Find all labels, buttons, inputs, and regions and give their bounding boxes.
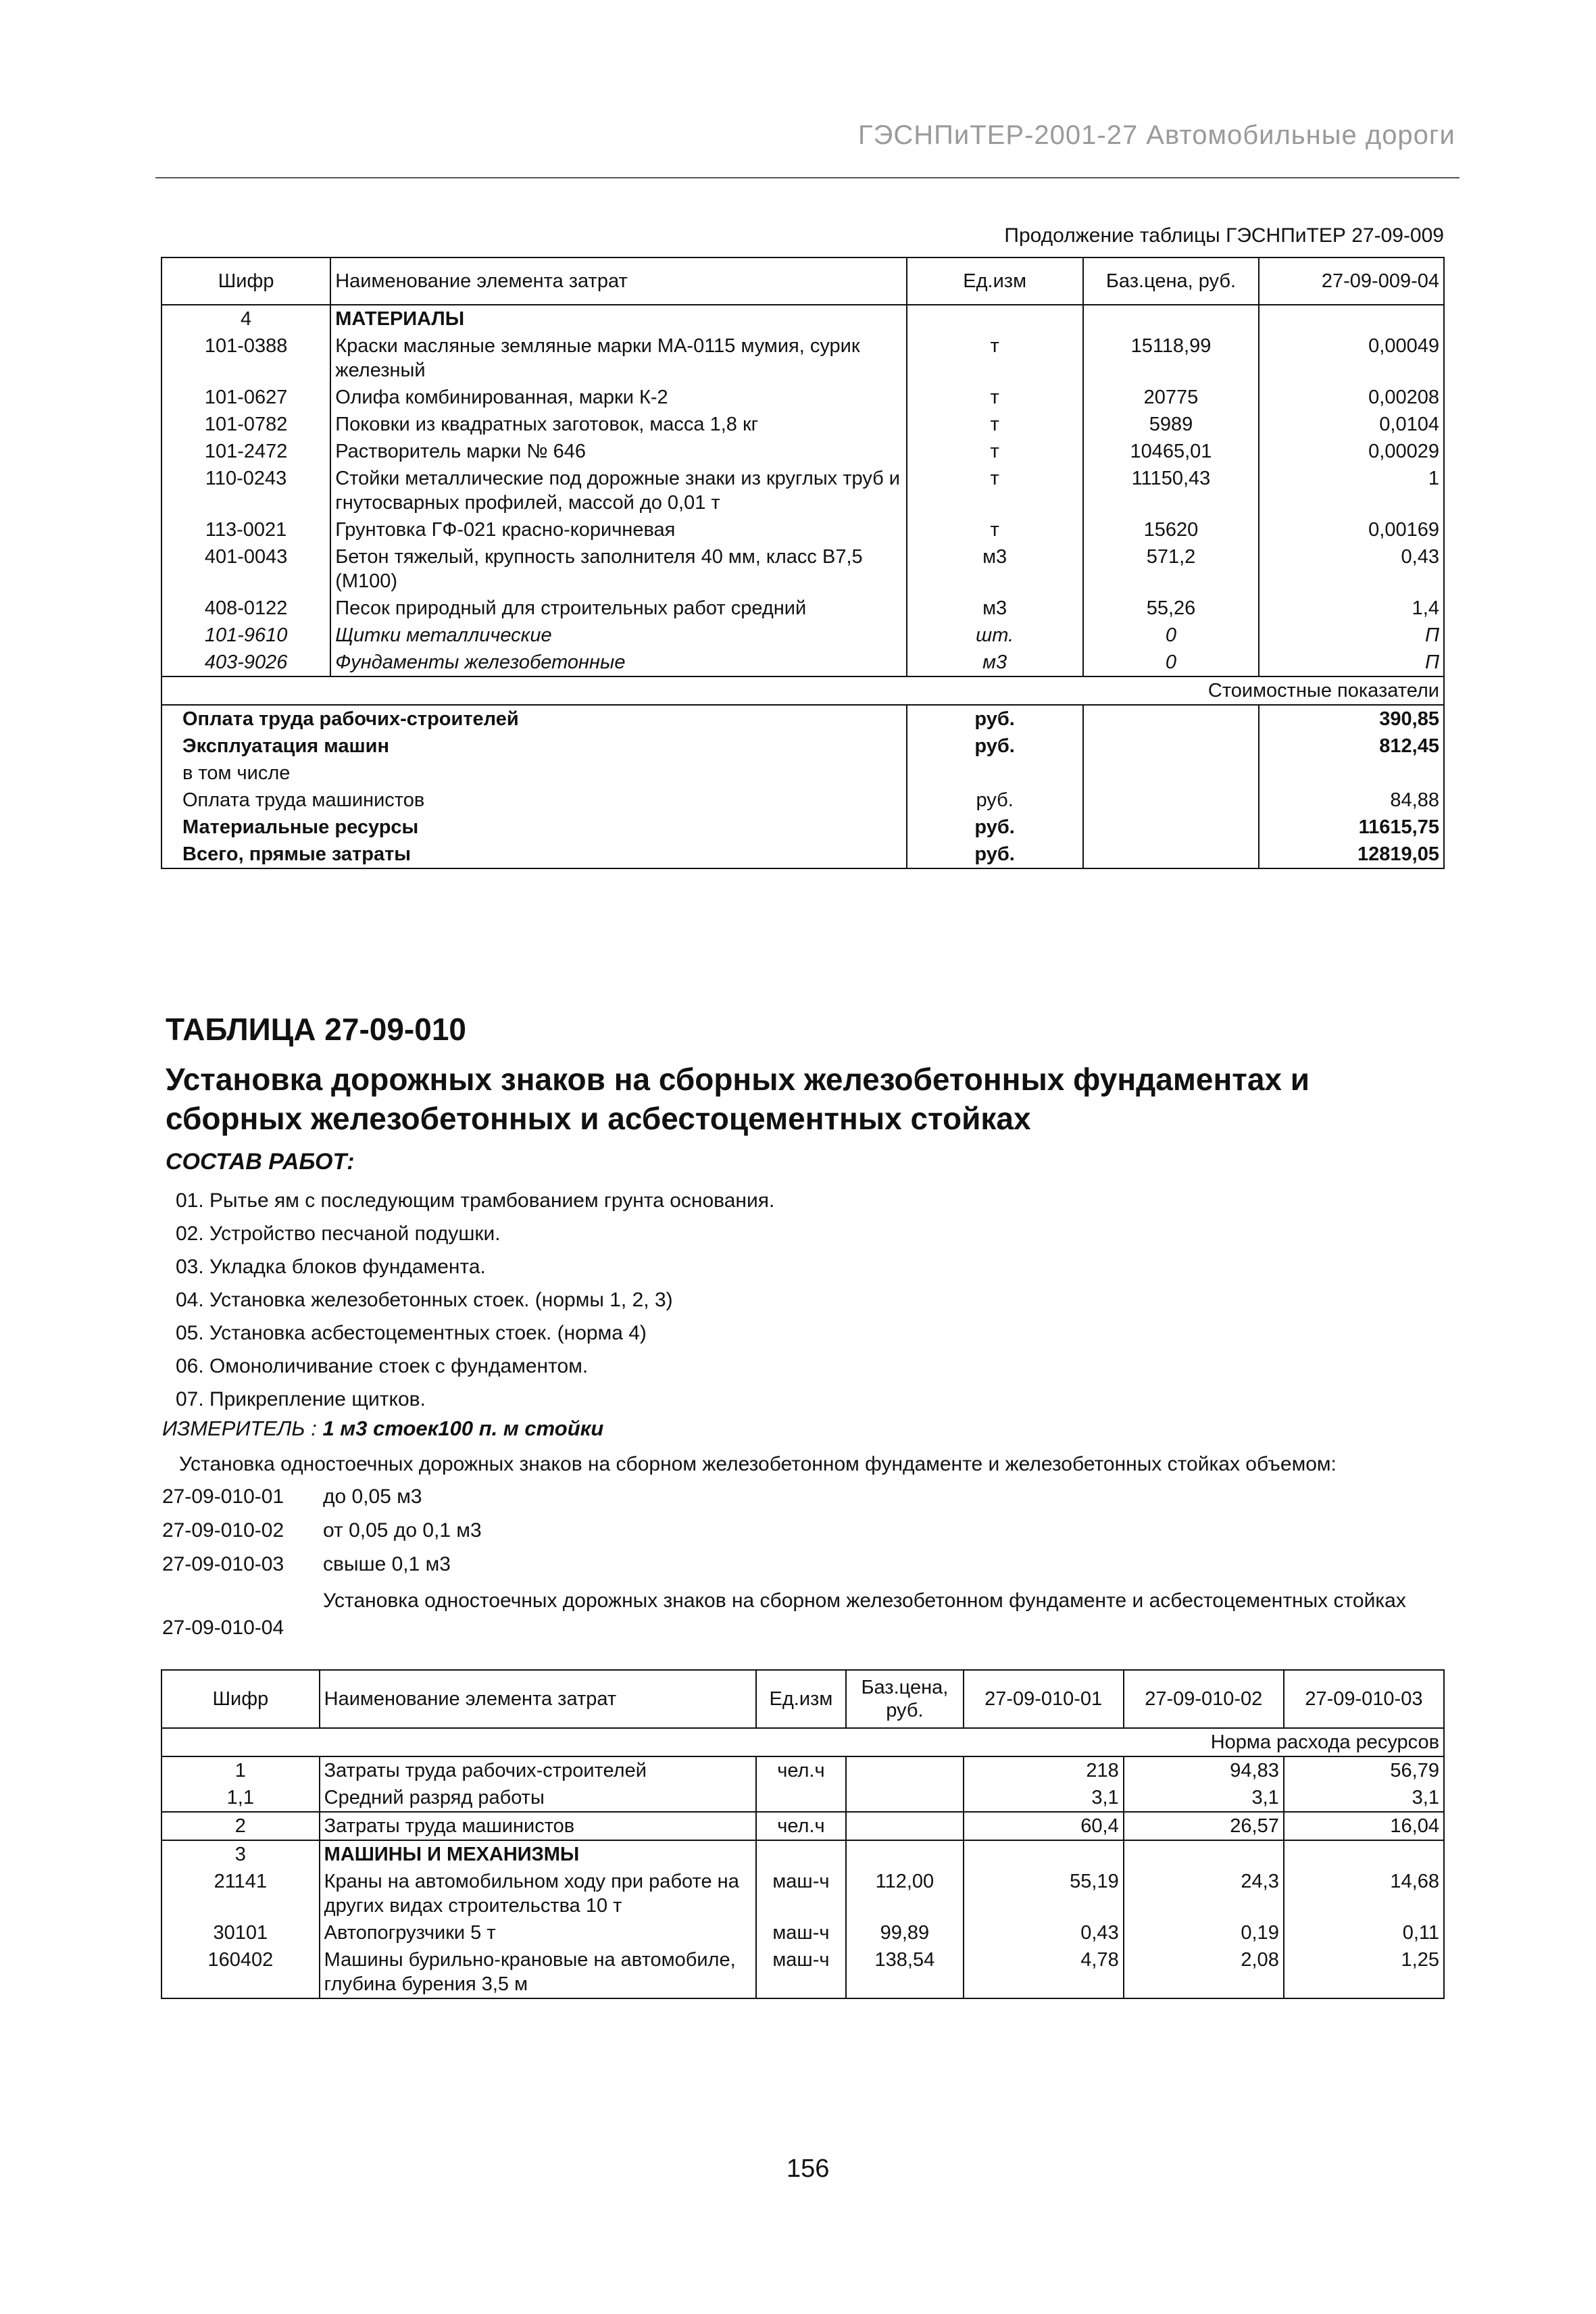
col-header-code: Шифр (161, 257, 330, 305)
cell-name: Краны на автомобильном ходу при работе на других видах строительства 10 т (320, 1868, 756, 1919)
cell-name: Растворитель марки № 646 (330, 438, 907, 465)
summary-row (161, 787, 1444, 814)
cost-header-row (161, 676, 1444, 705)
cell-value: 60,4 (964, 1812, 1124, 1840)
summary-value: 390,85 (1259, 705, 1444, 733)
cell-code: 101-0627 (161, 384, 330, 411)
col-header-norm: 27-09-009-04 (1259, 257, 1444, 305)
cell-price (846, 1840, 963, 1868)
list-item: 03. Укладка блоков фундамента. (176, 1256, 486, 1278)
cell-unit: т (907, 516, 1083, 543)
cell-code: 101-9610 (161, 622, 330, 649)
summary-name: Оплата труда машинистов (161, 787, 907, 814)
table-row (161, 1784, 1444, 1812)
cell-value: 55,19 (964, 1868, 1124, 1919)
cell-value (1124, 1840, 1284, 1868)
cell-value: 0,00029 (1259, 438, 1444, 465)
list-item: 06. Омоноличивание стоек с фундаментом. (176, 1355, 589, 1377)
cell-unit: т (907, 465, 1083, 516)
summary-unit: руб. (907, 841, 1083, 868)
cell-name: Краски масляные земляные марки МА-0115 мумия, сурик железный (330, 333, 907, 384)
col-header-norm-03: 27-09-010-03 (1284, 1670, 1444, 1728)
table-row (161, 649, 1444, 676)
summary-price (1083, 733, 1260, 760)
norm-desc: Установка одностоечных дорожных знаков на сборном железобетонном фундаменте и асбестоцементных стойках (323, 1590, 1406, 1612)
table-row (161, 1946, 1444, 1998)
cell-code: 403-9026 (161, 649, 330, 676)
norm-desc: свыше 0,1 м3 (323, 1553, 451, 1575)
cell-value: 0,43 (1259, 543, 1444, 595)
summary-unit: руб. (907, 733, 1083, 760)
meter-line (162, 1417, 603, 1441)
cell-value: 2,08 (1124, 1946, 1284, 1998)
cell-value: 16,04 (1284, 1812, 1444, 1840)
cell-name: Средний разряд работы (320, 1784, 756, 1812)
cell-price: 0 (1083, 649, 1260, 676)
cell-value (964, 1840, 1124, 1868)
materials-table (161, 257, 1445, 869)
cell-name: Машины бурильно-крановые на автомобиле, глубина бурения 3,5 м (320, 1946, 756, 1998)
cell-unit: чел.ч (756, 1756, 847, 1784)
section-subtitle: Установка дорожных знаков на сборных железобетонных фундаментах и сборных железобетонных и асбестоцементных стойках (166, 1062, 1310, 1136)
cell-price (846, 1756, 963, 1784)
cell-code: 113-0021 (161, 516, 330, 543)
table-row (161, 516, 1444, 543)
norms-intro: Установка одностоечных дорожных знаков на сборном железобетонном фундаменте и железобетонных стойках объемом: (179, 1453, 1337, 1475)
cell-value: 3,1 (964, 1784, 1124, 1812)
cell-code: 401-0043 (161, 543, 330, 595)
cell-unit (907, 305, 1083, 333)
norm-code: 27-09-010-04 (162, 1617, 284, 1639)
col-header-unit: Ед.изм (907, 257, 1083, 305)
col-header-price: Баз.цена, руб. (846, 1670, 963, 1728)
norm-code: 27-09-010-03 (162, 1553, 284, 1575)
cell-name: Затраты труда машинистов (320, 1812, 756, 1840)
cell-price: 55,26 (1083, 595, 1260, 622)
summary-price (1083, 814, 1260, 841)
cell-code: 4 (161, 305, 330, 333)
cell-price: 15118,99 (1083, 333, 1260, 384)
norm-desc: до 0,05 м3 (323, 1485, 422, 1508)
col-header-name: Наименование элемента затрат (320, 1670, 756, 1728)
cell-code: 101-0388 (161, 333, 330, 384)
list-item: 05. Установка асбестоцементных стоек. (норма 4) (176, 1322, 647, 1344)
col-header-code: Шифр (161, 1670, 320, 1728)
cost-header: Стоимостные показатели (161, 676, 1444, 705)
table-row (161, 1868, 1444, 1919)
table-row (161, 622, 1444, 649)
cell-name: Песок природный для строительных работ средний (330, 595, 907, 622)
table-row (161, 411, 1444, 438)
cell-unit: т (907, 384, 1083, 411)
composition-heading: СОСТАВ РАБОТ: (166, 1149, 355, 1175)
cell-price: 571,2 (1083, 543, 1260, 595)
cell-value: 14,68 (1284, 1868, 1444, 1919)
cell-value: 4,78 (964, 1946, 1124, 1998)
cell-value: 0,43 (964, 1919, 1124, 1946)
cell-name: МАШИНЫ И МЕХАНИЗМЫ (320, 1840, 756, 1868)
cell-code: 21141 (161, 1868, 320, 1919)
cell-unit: м3 (907, 543, 1083, 595)
section-title: ТАБЛИЦА 27-09-010 (166, 1012, 466, 1047)
cell-name: Стойки металлические под дорожные знаки из круглых труб и гнутосварных профилей, массой до 0,01 т (330, 465, 907, 516)
cell-code: 1,1 (161, 1784, 320, 1812)
cell-unit: маш-ч (756, 1868, 847, 1919)
cell-value: П (1259, 649, 1444, 676)
summary-value: 84,88 (1259, 787, 1444, 814)
cell-value: 0,0104 (1259, 411, 1444, 438)
cell-value (1259, 305, 1444, 333)
cell-code: 110-0243 (161, 465, 330, 516)
cell-value: 0,19 (1124, 1919, 1284, 1946)
summary-value: 11615,75 (1259, 814, 1444, 841)
cell-name: Щитки металлические (330, 622, 907, 649)
cell-value: 24,3 (1124, 1868, 1284, 1919)
summary-name: в том числе (161, 760, 907, 787)
summary-name: Оплата труда рабочих-строителей (161, 705, 907, 733)
section-row (161, 1840, 1444, 1868)
cell-unit: м3 (907, 595, 1083, 622)
header-rule (155, 177, 1460, 178)
resources-table (161, 1669, 1445, 1999)
summary-row (161, 733, 1444, 760)
table-row (161, 438, 1444, 465)
work-list (176, 1184, 774, 1416)
cell-unit: маш-ч (756, 1919, 847, 1946)
list-item: 02. Устройство песчаной подушки. (176, 1223, 501, 1245)
cell-value: 1 (1259, 465, 1444, 516)
norma-header: Норма расхода ресурсов (161, 1728, 1444, 1756)
cell-value: 26,57 (1124, 1812, 1284, 1840)
cell-value: 3,1 (1124, 1784, 1284, 1812)
table-row (161, 333, 1444, 384)
cell-price: 0 (1083, 622, 1260, 649)
cell-value: 1,4 (1259, 595, 1444, 622)
cell-price: 11150,43 (1083, 465, 1260, 516)
summary-unit (907, 760, 1083, 787)
table-row (161, 1812, 1444, 1840)
list-item: 01. Рытье ям с последующим трамбованием грунта основания. (176, 1189, 775, 1212)
summary-row (161, 705, 1444, 733)
cell-name: Бетон тяжелый, крупность заполнителя 40 мм, класс В7,5 (М100) (330, 543, 907, 595)
cell-name: Поковки из квадратных заготовок, масса 1,8 кг (330, 411, 907, 438)
summary-value (1259, 760, 1444, 787)
cell-value (1284, 1840, 1444, 1868)
meter-label: ИЗМЕРИТЕЛЬ : (162, 1417, 323, 1440)
table-row (161, 384, 1444, 411)
norm-code: 27-09-010-01 (162, 1485, 284, 1508)
summary-row (161, 760, 1444, 787)
summary-name: Всего, прямые затраты (161, 841, 907, 868)
cell-name: Автопогрузчики 5 т (320, 1919, 756, 1946)
cell-price: 112,00 (846, 1868, 963, 1919)
summary-unit: руб. (907, 787, 1083, 814)
col-header-price: Баз.цена, руб. (1083, 257, 1260, 305)
cell-value: П (1259, 622, 1444, 649)
summary-price (1083, 705, 1260, 733)
cell-price: 99,89 (846, 1919, 963, 1946)
cell-code: 101-2472 (161, 438, 330, 465)
norma-header-row (161, 1728, 1444, 1756)
table-row (161, 595, 1444, 622)
table-header-row (161, 257, 1444, 305)
table-row (161, 465, 1444, 516)
cell-price: 15620 (1083, 516, 1260, 543)
cell-unit: т (907, 438, 1083, 465)
cell-value: 94,83 (1124, 1756, 1284, 1784)
cell-code: 1 (161, 1756, 320, 1784)
col-header-name: Наименование элемента затрат (330, 257, 907, 305)
table-row (161, 543, 1444, 595)
cell-price (846, 1784, 963, 1812)
summary-unit: руб. (907, 705, 1083, 733)
cell-unit: м3 (907, 649, 1083, 676)
cell-value: 0,00169 (1259, 516, 1444, 543)
summary-unit: руб. (907, 814, 1083, 841)
summary-price (1083, 841, 1260, 868)
cell-unit: маш-ч (756, 1946, 847, 1998)
table-caption: Продолжение таблицы ГЭСНПиТЕР 27-09-009 (1004, 224, 1444, 247)
summary-row (161, 814, 1444, 841)
cell-name: Фундаменты железобетонные (330, 649, 907, 676)
cell-name: МАТЕРИАЛЫ (330, 305, 907, 333)
cell-name: Олифа комбинированная, марки К-2 (330, 384, 907, 411)
cell-unit (756, 1840, 847, 1868)
col-header-norm-01: 27-09-010-01 (964, 1670, 1124, 1728)
cell-value: 3,1 (1284, 1784, 1444, 1812)
cell-unit: чел.ч (756, 1812, 847, 1840)
cell-code: 101-0782 (161, 411, 330, 438)
summary-value: 12819,05 (1259, 841, 1444, 868)
list-item: 07. Прикрепление щитков. (176, 1388, 426, 1410)
cell-code: 3 (161, 1840, 320, 1868)
cell-value: 218 (964, 1756, 1124, 1784)
cell-price: 20775 (1083, 384, 1260, 411)
cell-code: 2 (161, 1812, 320, 1840)
table-header-row (161, 1670, 1444, 1728)
summary-price (1083, 760, 1260, 787)
cell-unit (756, 1784, 847, 1812)
cell-price (1083, 305, 1260, 333)
summary-name: Эксплуатация машин (161, 733, 907, 760)
cell-code: 30101 (161, 1919, 320, 1946)
cell-unit: т (907, 411, 1083, 438)
summary-value: 812,45 (1259, 733, 1444, 760)
cell-value: 1,25 (1284, 1946, 1444, 1998)
running-header: ГЭСНПиТЕР-2001-27 Автомобильные дороги (858, 120, 1455, 150)
col-header-norm-02: 27-09-010-02 (1124, 1670, 1284, 1728)
cell-name: Затраты труда рабочих-строителей (320, 1756, 756, 1784)
table-row (161, 1756, 1444, 1784)
cell-price: 138,54 (846, 1946, 963, 1998)
table-row (161, 1919, 1444, 1946)
cell-unit: т (907, 333, 1083, 384)
cell-value: 0,00049 (1259, 333, 1444, 384)
cell-price: 10465,01 (1083, 438, 1260, 465)
summary-row (161, 841, 1444, 868)
meter-value: 1 м3 стоек100 п. м стойки (322, 1417, 604, 1440)
norm-desc: от 0,05 до 0,1 м3 (323, 1519, 482, 1542)
section-row (161, 305, 1444, 333)
col-header-unit: Ед.изм (756, 1670, 847, 1728)
cell-value: 0,11 (1284, 1919, 1444, 1946)
cell-value: 56,79 (1284, 1756, 1444, 1784)
cell-code: 408-0122 (161, 595, 330, 622)
norm-code: 27-09-010-02 (162, 1519, 284, 1542)
list-item: 04. Установка железобетонных стоек. (нормы 1, 2, 3) (176, 1289, 673, 1311)
cell-price: 5989 (1083, 411, 1260, 438)
summary-name: Материальные ресурсы (161, 814, 907, 841)
cell-unit: шт. (907, 622, 1083, 649)
cell-value: 0,00208 (1259, 384, 1444, 411)
summary-price (1083, 787, 1260, 814)
cell-name: Грунтовка ГФ-021 красно-коричневая (330, 516, 907, 543)
cell-price (846, 1812, 963, 1840)
cell-code: 160402 (161, 1946, 320, 1998)
page-number: 156 (787, 2155, 830, 2183)
